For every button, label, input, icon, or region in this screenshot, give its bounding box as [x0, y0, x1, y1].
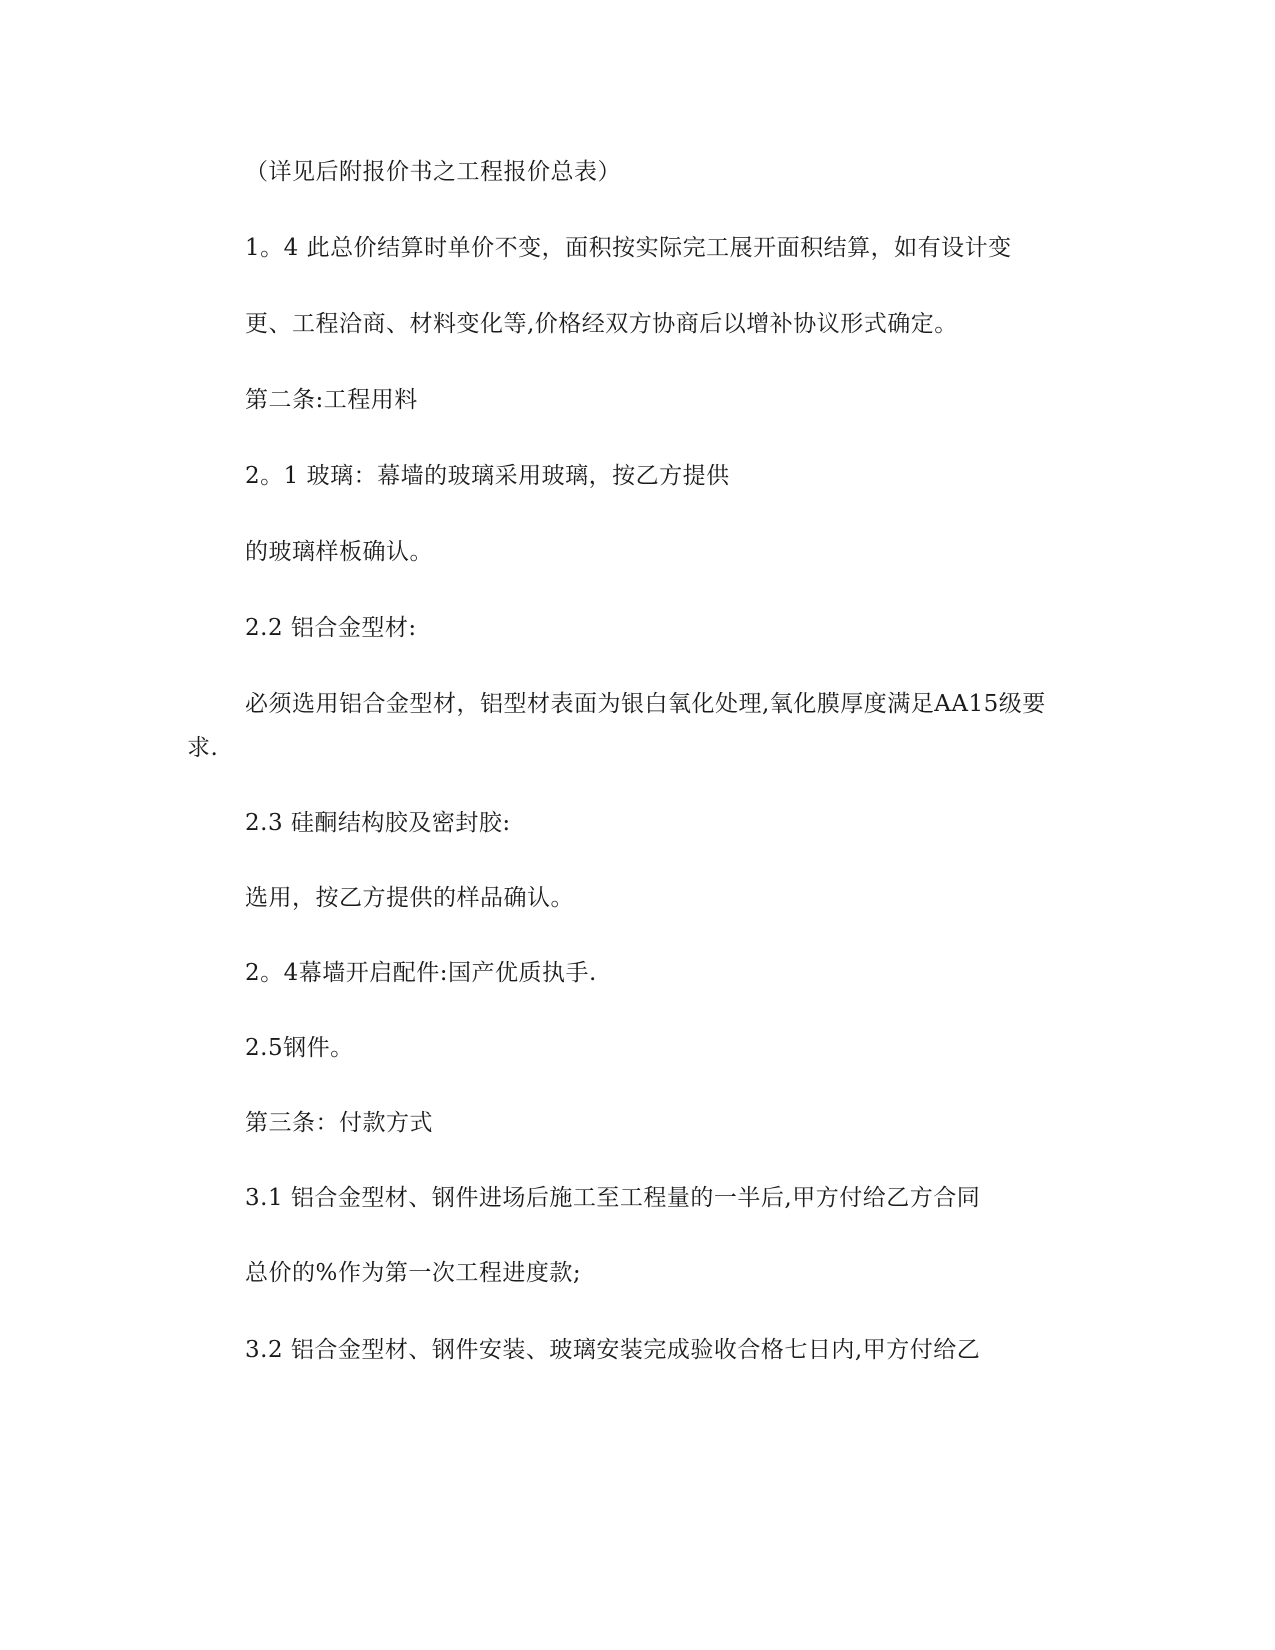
- paragraph-line: 1。4 此总价结算时单价不变，面积按实际完工展开面积结算，如有设计变: [245, 235, 1012, 261]
- paragraph-line: 2。4幕墙开启配件:国产优质执手.: [245, 960, 597, 986]
- paragraph-line: 3.2 铝合金型材、钢件安装、玻璃安装完成验收合格七日内,甲方付给乙: [245, 1337, 981, 1363]
- paragraph-line: 总价的%作为第一次工程进度款;: [245, 1260, 582, 1286]
- paragraph-line: 3.1 铝合金型材、钢件进场后施工至工程量的一半后,甲方付给乙方合同: [245, 1185, 981, 1211]
- paragraph-line: 的玻璃样板确认。: [245, 539, 433, 565]
- paragraph-line: 2.5钢件。: [245, 1035, 354, 1061]
- paragraph-line: 必须选用铝合金型材，铝型材表面为银白氧化处理,氧化膜厚度满足AA15级要: [245, 691, 1046, 717]
- section-heading: 第三条：付款方式: [245, 1110, 433, 1136]
- paragraph-line: 2.3 硅酮结构胶及密封胶:: [245, 810, 511, 836]
- paragraph-line: 2.2 铝合金型材:: [245, 615, 417, 641]
- paragraph-line: （详见后附报价书之工程报价总表）: [245, 159, 621, 185]
- paragraph-line: 求.: [187, 735, 219, 761]
- paragraph-line: 2。1 玻璃：幕墙的玻璃采用玻璃，按乙方提供: [245, 463, 730, 489]
- paragraph-line: 更、工程洽商、材料变化等,价格经双方协商后以增补协议形式确定。: [245, 311, 958, 337]
- section-heading: 第二条:工程用料: [245, 387, 418, 413]
- paragraph-line: 选用，按乙方提供的样品确认。: [245, 885, 574, 911]
